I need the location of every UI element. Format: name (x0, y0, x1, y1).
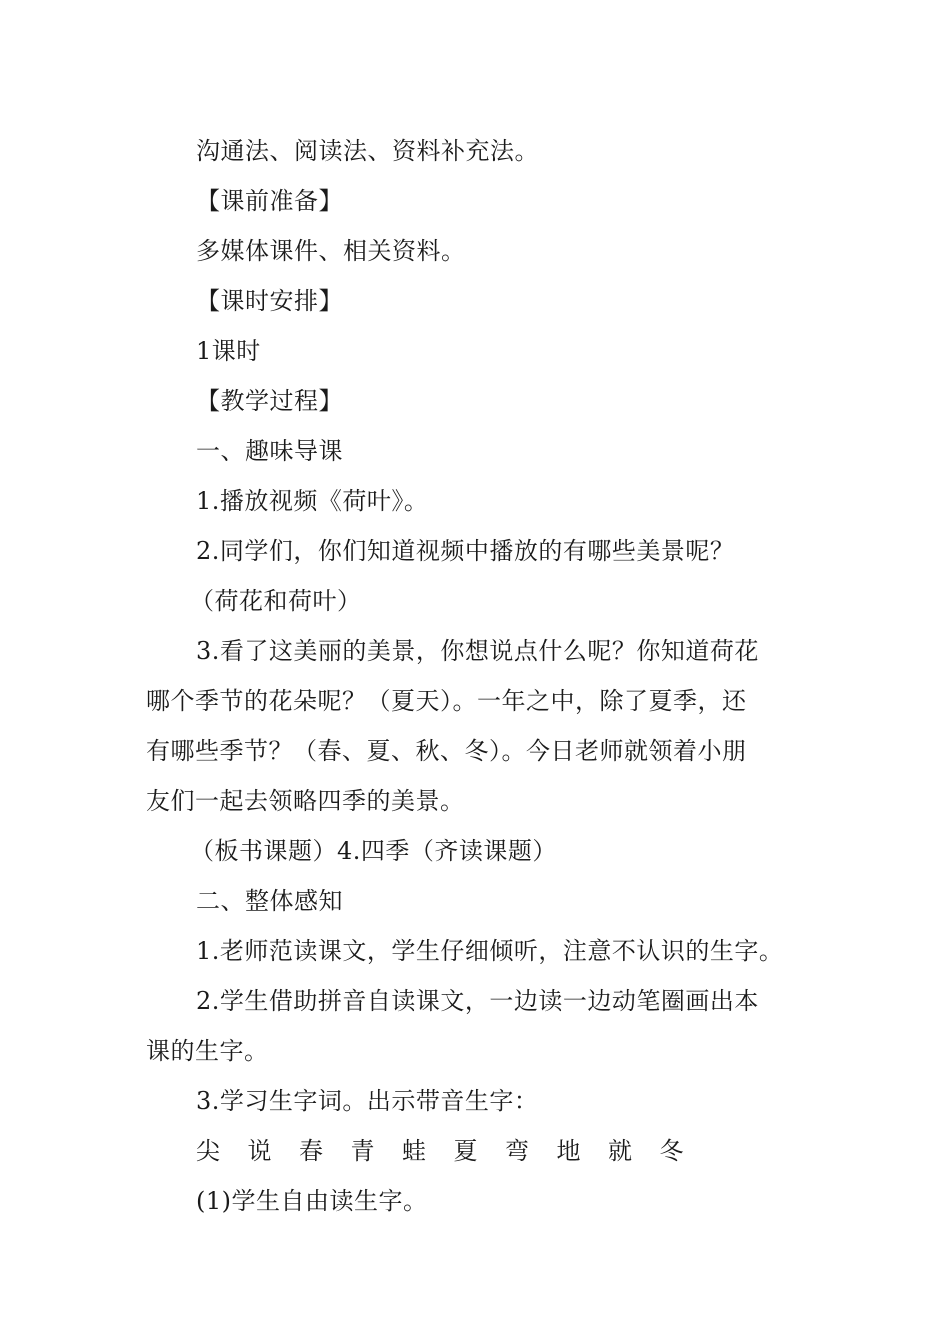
new-characters-row (196, 1136, 711, 1166)
methods-line: 沟通法、阅读法、资料补充法。 (196, 137, 539, 165)
step-1-3-line1: 3.看了这美丽的美景，你想说点什么呢？你知道荷花 (196, 637, 759, 665)
new-character: 弯 (505, 1137, 529, 1165)
schedule-text: 1课时 (196, 337, 261, 365)
heading-preparation: 【课前准备】 (196, 187, 343, 215)
heading-schedule: 【课时安排】 (196, 287, 343, 315)
new-character: 蛙 (402, 1137, 426, 1165)
new-character: 尖 (196, 1137, 220, 1165)
new-character: 就 (608, 1137, 632, 1165)
step-2-3: 3.学习生字词。出示带音生字： (196, 1087, 539, 1115)
step-1-3-line4: 友们一起去领略四季的美景。 (146, 787, 465, 815)
new-character: 说 (247, 1137, 272, 1165)
step-1-2: 2.同学们，你们知道视频中播放的有哪些美景呢？ (196, 537, 735, 565)
section-one-title: 一、趣味导课 (196, 437, 343, 465)
step-2-2-line2: 课的生字。 (146, 1037, 269, 1065)
board-title-line: （板书课题）4.四季（齐读课题） (190, 837, 557, 865)
step-2-2-line1: 2.学生借助拼音自读课文，一边读一边动笔圈画出本 (196, 987, 759, 1015)
heading-process: 【教学过程】 (196, 387, 343, 415)
step-1-3-line2: 哪个季节的花朵呢？（夏天）。一年之中，除了夏季，还 (146, 687, 747, 715)
new-character: 夏 (453, 1137, 478, 1165)
step-1-3-line3: 有哪些季节？（春、夏、秋、冬）。今日老师就领着小朋 (146, 737, 747, 765)
section-two-title: 二、整体感知 (196, 887, 343, 915)
new-character: 春 (299, 1137, 323, 1165)
step-1-1: 1.播放视频《荷叶》。 (196, 487, 429, 515)
new-character: 地 (556, 1137, 581, 1165)
step-2-1: 1.老师范读课文，学生仔细倾听，注意不认识的生字。 (196, 937, 784, 965)
step-2-3-1: (1)学生自由读生字。 (196, 1187, 428, 1215)
new-character: 青 (350, 1137, 375, 1165)
new-character: 冬 (659, 1137, 684, 1165)
preparation-text: 多媒体课件、相关资料。 (196, 237, 466, 265)
step-1-2-answer: （荷花和荷叶） (190, 587, 362, 615)
